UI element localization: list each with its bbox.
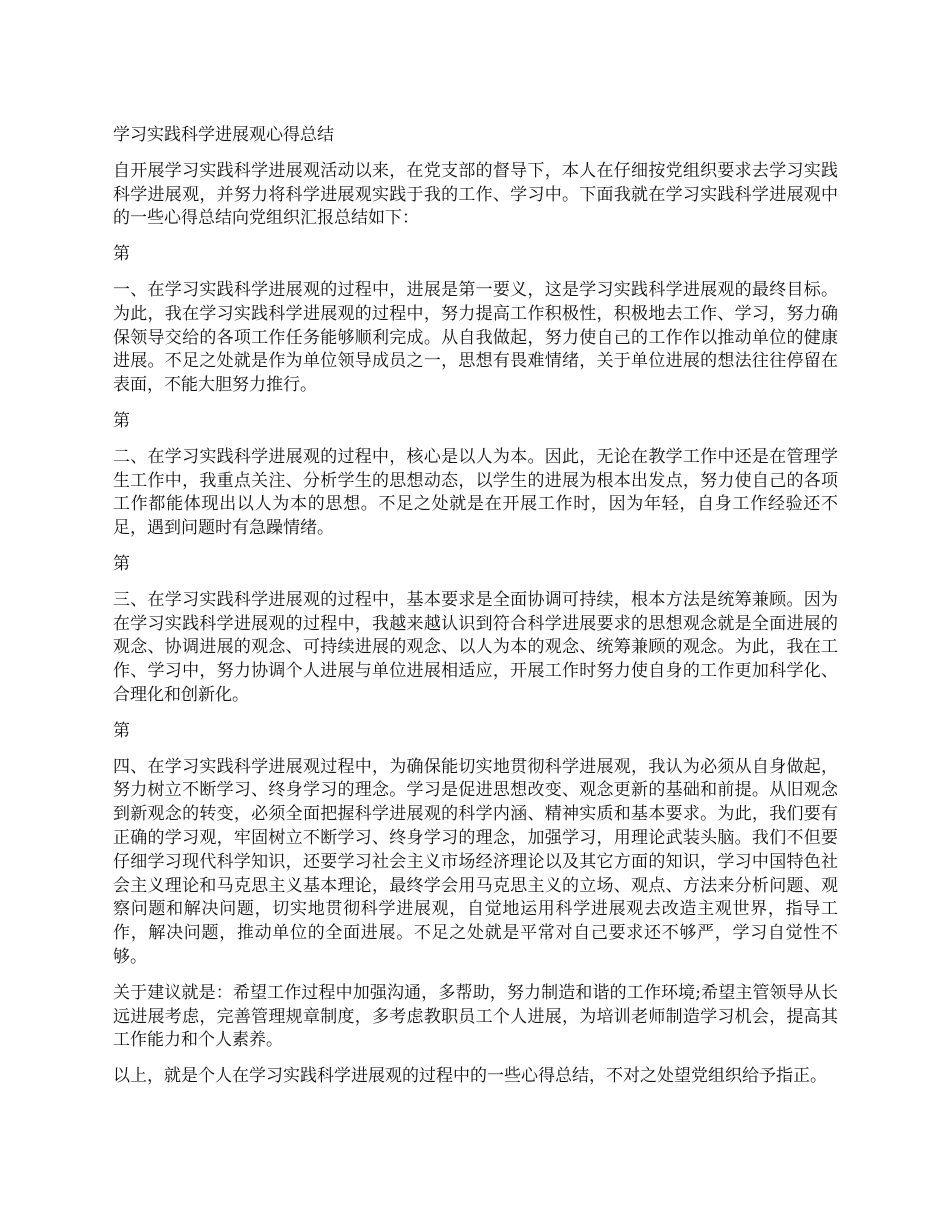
section-marker: 第 (113, 720, 130, 741)
paragraph-suggestions: 关于建议就是：希望工作过程中加强沟通，多帮助，努力制造和谐的工作环境;希望主管领导从长远进展考虑，完善管理规章制度，多考虑教职员工个人进展，为培训老师制造学习机会，提高其工作能力和个人素养。 (113, 982, 838, 1051)
paragraph-section-2: 二、在学习实践科学进展观的过程中，核心是以人为本。因此，无论在教学工作中还是在管理学生工作中，我重点关注、分析学生的思想动态，以学生的进展为根本出发点，努力使自己的各项工作都能体现出以人为本的思想。不足之处就是在开展工作时，因为年轻，自身工作经验还不足，遇到问题时有急躁情绪。 (113, 446, 838, 539)
paragraph-conclusion: 以上，就是个人在学习实践科学进展观的过程中的一些心得总结，不对之处望党组织给予指正。 (113, 1066, 827, 1087)
paragraph-section-3: 三、在学习实践科学进展观的过程中，基本要求是全面协调可持续，根本方法是统筹兼顾。因为在学习实践科学进展观的过程中，我越来越认识到符合科学进展要求的思想观念就是全面进展的观念、协调进展的观念、可持续进展的观念、以人为本的观念、统筹兼顾的观念。为此，我在工作、学习中，努力协调个人进展与单位进展相适应，开展工作时努力使自身的工作更加科学化、合理化和创新化。 (113, 589, 838, 705)
paragraph-intro: 自开展学习实践科学进展观活动以来，在党支部的督导下，本人在仔细按党组织要求去学习实践科学进展观，并努力将科学进展观实践于我的工作、学习中。下面我就在学习实践科学进展观中的一些心得总结向党组织汇报总结如下： (113, 160, 838, 229)
document-page (113, 124, 838, 1101)
paragraph-section-4: 四、在学习实践科学进展观过程中，为确保能切实地贯彻科学进展观，我认为必须从自身做起，努力树立不断学习、终身学习的理念。学习是促进思想改变、观念更新的基础和前提。从旧观念到新观念的转变，必须全面把握科学进展观的科学内涵、精神实质和基本要求。为此，我们要有正确的学习观，牢固树立不断学习、终身学习的理念，加强学习，用理论武装头脑。我们不但要仔细学习现代科学知识，还要学习社会主义市场经济理论以及其它方面的知识，学习中国特色社会主义理论和马克思主义基本理论，最终学会用马克思主义的立场、观点、方法来分析问题、观察问题和解决问题，切实地贯彻科学进展观，自觉地运用科学进展观去改造主观世界，指导工作，解决问题，推动单位的全面进展。不足之处就是平常对自己要求还不够严，学习自觉性不够。 (113, 756, 838, 967)
paragraph-section-1: 一、在学习实践科学进展观的过程中，进展是第一要义，这是学习实践科学进展观的最终目标。为此，我在学习实践科学进展观的过程中，努力提高工作积极性，积极地去工作、学习，努力确保领导交给的各项工作任务能够顺利完成。从自我做起，努力使自己的工作作以推动单位的健康进展。不足之处就是作为单位领导成员之一，思想有畏难情绪，关于单位进展的想法往往停留在表面，不能大胆努力推行。 (113, 279, 838, 396)
section-marker: 第 (113, 244, 130, 265)
section-marker: 第 (113, 410, 130, 431)
document-title: 学习实践科学进展观心得总结 (113, 125, 334, 145)
section-marker: 第 (113, 553, 130, 574)
